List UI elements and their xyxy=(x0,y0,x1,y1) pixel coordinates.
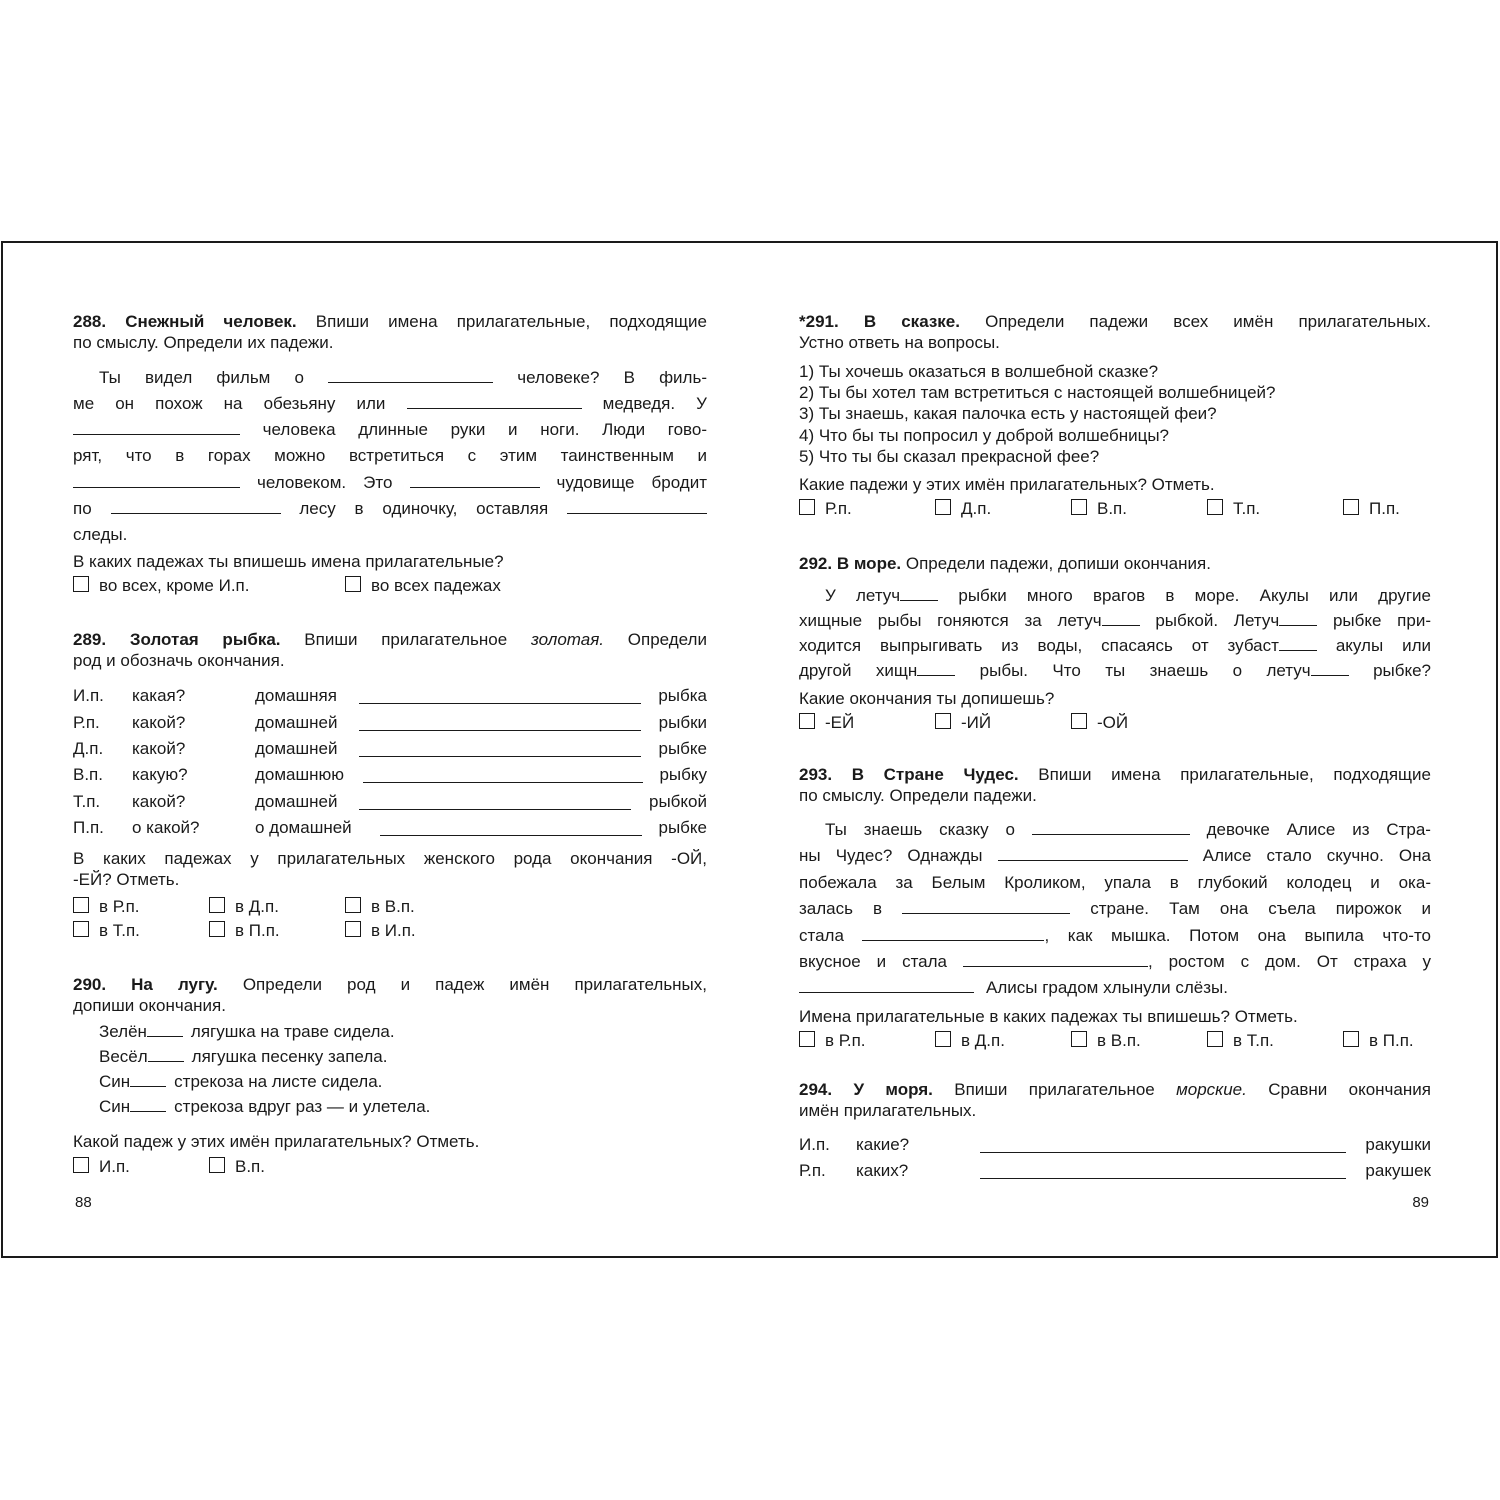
page-number: 89 xyxy=(1412,1194,1429,1211)
checkbox-option[interactable]: в Д.п. xyxy=(209,896,279,918)
answer-blank[interactable] xyxy=(328,367,493,383)
text-line: Алисы градом хлынули слёзы. xyxy=(799,977,1431,999)
instruction: род и обозначь окончания. xyxy=(73,651,285,670)
table-row xyxy=(73,712,707,734)
table-row xyxy=(799,1134,1431,1156)
checkbox[interactable] xyxy=(1071,713,1087,729)
checkbox[interactable] xyxy=(209,921,225,937)
checkbox[interactable] xyxy=(73,897,89,913)
checkbox-option[interactable]: П.п. xyxy=(1343,498,1400,520)
table-row xyxy=(799,1160,1431,1182)
question: Какие окончания ты допишешь? xyxy=(799,689,1055,708)
answer-blank[interactable] xyxy=(410,472,540,488)
workbook-spread xyxy=(1,241,1498,1258)
exercise-number: 292. xyxy=(799,554,833,573)
answer-blank[interactable] xyxy=(363,767,643,783)
checkbox[interactable] xyxy=(799,713,815,729)
exercise-292-heading: 292. В море. Определи падежи, допиши окончания. xyxy=(799,554,1211,573)
checkbox[interactable] xyxy=(345,921,361,937)
ending-blank[interactable] xyxy=(130,1071,166,1087)
table-row xyxy=(73,685,707,707)
checkbox-option[interactable]: в В.п. xyxy=(345,896,415,918)
checkbox-option[interactable]: в П.п. xyxy=(1343,1030,1414,1052)
case-question: какой? xyxy=(132,792,186,811)
case-label: П.п. xyxy=(73,818,104,837)
list-item: 1) Ты хочешь оказаться в волшебной сказке? xyxy=(799,362,1159,381)
text-line: ны Чудес? Однажды Алисе стало скучно. Она xyxy=(799,846,1431,865)
text-line: залась в стране. Там она съела пирожок и xyxy=(799,899,1431,918)
question: -ЕЙ? Отметь. xyxy=(73,870,180,889)
adjective: домашнюю xyxy=(255,765,345,784)
exercise-number: 293. xyxy=(799,765,833,784)
case-question: какой? xyxy=(132,713,186,732)
table-row xyxy=(73,791,707,813)
exercise-number: 289. xyxy=(73,630,107,649)
checkbox[interactable] xyxy=(935,1031,951,1047)
checkbox-option[interactable]: в Т.п. xyxy=(73,920,140,942)
answer-blank[interactable] xyxy=(407,393,582,409)
answer-blank[interactable] xyxy=(73,419,240,435)
checkbox[interactable] xyxy=(935,499,951,515)
text-line: стала , как мышка. Потом она выпила что-то xyxy=(799,926,1431,945)
answer-blank[interactable] xyxy=(359,741,641,757)
adjective: домашняя xyxy=(255,686,337,705)
answer-blank[interactable] xyxy=(359,715,641,731)
answer-blank[interactable] xyxy=(799,977,974,993)
case-question: какую? xyxy=(132,765,188,784)
checkbox-option[interactable]: в В.п. xyxy=(1071,1030,1141,1052)
answer-blank[interactable] xyxy=(998,845,1188,861)
case-question: какой? xyxy=(132,739,186,758)
answer-blank[interactable] xyxy=(980,1137,1346,1153)
exercise-number: *291. xyxy=(799,312,839,331)
list-item: 4) Что бы ты попросил у доброй волшебницы? xyxy=(799,426,1169,445)
exercise-294-heading: 294. У моря. Впиши прилагательное морские. Сравни окончания xyxy=(799,1080,1431,1099)
noun: рыбку xyxy=(659,765,707,784)
checkbox[interactable] xyxy=(73,1157,89,1173)
answer-blank[interactable] xyxy=(111,498,281,514)
case-label: В.п. xyxy=(73,765,103,784)
case-label: Р.п. xyxy=(799,1161,826,1180)
exercise-288-heading xyxy=(73,311,707,333)
text-line: Ты знаешь сказку о девочке Алисе из Стра- xyxy=(825,820,1431,839)
exercise-290-heading: 290. На лугу. Определи род и падеж имён прилагательных, xyxy=(73,975,708,994)
answer-blank[interactable] xyxy=(980,1163,1346,1179)
text-line: ме он похож на обезьяну или медведя. У xyxy=(73,394,707,413)
answer-blank[interactable] xyxy=(73,472,240,488)
ending-blank[interactable] xyxy=(148,1046,184,1062)
checkbox-option[interactable]: во всех, кроме И.п. xyxy=(73,575,249,597)
text-line: другой хищн рыбы. Что ты знаешь о летуч рыбке? xyxy=(799,661,1432,680)
exercise-title: На лугу. xyxy=(131,975,218,994)
ending-blank[interactable] xyxy=(130,1096,166,1112)
answer-blank[interactable] xyxy=(359,688,641,704)
noun: рыбки xyxy=(658,713,707,732)
checkbox-option[interactable]: Р.п. xyxy=(799,498,852,520)
right-page xyxy=(799,243,1431,1256)
ending-blank[interactable] xyxy=(917,660,955,676)
instruction: Устно ответь на вопросы. xyxy=(799,333,1000,352)
case-label: И.п. xyxy=(799,1135,830,1154)
question: В каких падежах ты впишешь имена прилагательные? xyxy=(73,552,504,571)
checkbox-option[interactable]: В.п. xyxy=(1071,498,1127,520)
poem-line: Син стрекоза на листе сидела. xyxy=(99,1072,383,1091)
poem-line: Весёл лягушка песенку запела. xyxy=(99,1047,388,1066)
checkbox-option[interactable]: И.п. xyxy=(73,1156,130,1178)
checkbox[interactable] xyxy=(1207,1031,1223,1047)
checkbox[interactable] xyxy=(345,576,361,592)
noun: рыбке xyxy=(658,739,707,758)
poem-line: Зелён лягушка на траве сидела. xyxy=(99,1022,395,1041)
table-row xyxy=(73,817,707,839)
exercise-title: У моря. xyxy=(853,1080,933,1099)
checkbox[interactable] xyxy=(73,576,89,592)
checkbox-option[interactable]: во всех падежах xyxy=(345,575,501,597)
left-page xyxy=(73,243,707,1256)
noun: рыбке xyxy=(658,818,707,837)
checkbox[interactable] xyxy=(73,921,89,937)
exercise-289-heading: 289. Золотая рыбка. Впиши прилагательное золотая. Определи xyxy=(73,630,707,649)
checkbox[interactable] xyxy=(1071,1031,1087,1047)
ending-blank[interactable] xyxy=(1279,610,1317,626)
checkbox-option[interactable]: Т.п. xyxy=(1207,498,1260,520)
ending-blank[interactable] xyxy=(1102,610,1140,626)
answer-blank[interactable] xyxy=(1032,819,1190,835)
answer-blank[interactable] xyxy=(862,925,1044,941)
ending-blank[interactable] xyxy=(900,585,938,601)
noun: рыбка xyxy=(658,686,707,705)
instruction: по смыслу. Определи падежи. xyxy=(799,786,1037,805)
ending-blank[interactable] xyxy=(147,1021,183,1037)
adjective: домашней xyxy=(255,739,338,758)
case-label: Т.п. xyxy=(73,792,101,811)
question: Какой падеж у этих имён прилагательных? Отметь. xyxy=(73,1132,480,1151)
checkbox[interactable] xyxy=(799,1031,815,1047)
exercise-title: В Стране Чудес. xyxy=(851,765,1019,784)
checkbox[interactable] xyxy=(1343,499,1359,515)
text-line: человеком. Это чудовище бродит xyxy=(73,472,707,494)
checkbox[interactable] xyxy=(935,713,951,729)
adjective: домашней xyxy=(255,792,338,811)
question: Какие падежи у этих имён прилагательных? Отметь. xyxy=(799,475,1215,494)
exercise-293-heading: 293. В Стране Чудес. Впиши имена прилагательные, подходящие xyxy=(799,765,1431,784)
text-line: ходится выпрыгивать из воды, спасаясь от зубаст акулы или xyxy=(799,636,1431,655)
checkbox-option[interactable]: в И.п. xyxy=(345,920,416,942)
answer-blank[interactable] xyxy=(963,951,1148,967)
checkbox-option[interactable]: в Р.п. xyxy=(799,1030,866,1052)
checkbox-option[interactable]: в Д.п. xyxy=(935,1030,1005,1052)
answer-blank[interactable] xyxy=(359,794,631,810)
text-line: следы. xyxy=(73,525,128,544)
text-line: человека длинные руки и ноги. Люди гово- xyxy=(73,419,707,441)
checkbox[interactable] xyxy=(1343,1031,1359,1047)
ending-blank[interactable] xyxy=(1311,660,1349,676)
exercise-title: В море. xyxy=(836,554,902,573)
checkbox[interactable] xyxy=(209,1157,225,1173)
poem-line: Син стрекоза вдруг раз — и улетела. xyxy=(99,1097,431,1116)
case-label: Д.п. xyxy=(73,739,104,758)
ending-blank[interactable] xyxy=(1279,635,1317,651)
list-item: 3) Ты знаешь, какая палочка есть у настоящей феи? xyxy=(799,404,1217,423)
answer-blank[interactable] xyxy=(567,498,707,514)
list-item: 2) Ты бы хотел там встретиться с настоящей волшебницей? xyxy=(799,383,1276,402)
list-item: 5) Что ты бы сказал прекрасной фее? xyxy=(799,447,1100,466)
table-row xyxy=(73,764,707,786)
exercise-number: 294. xyxy=(799,1080,833,1099)
case-label: Р.п. xyxy=(73,713,100,732)
text-line: рят, что в горах можно встретиться с этим таинственным и xyxy=(73,446,707,465)
text-line: по лесу в одиночку, оставляя xyxy=(73,498,707,520)
page-number: 88 xyxy=(75,1194,92,1211)
question: Имена прилагательные в каких падежах ты впишешь? Отметь. xyxy=(799,1007,1298,1026)
checkbox[interactable] xyxy=(799,499,815,515)
checkbox-option[interactable]: в Т.п. xyxy=(1207,1030,1274,1052)
text-line: хищные рыбы гоняются за летуч рыбкой. Летуч рыбке при- xyxy=(799,611,1431,630)
text-line: вкусное и стала , ростом с дом. От страха у xyxy=(799,952,1432,971)
checkbox[interactable] xyxy=(345,897,361,913)
text-line: побежала за Белым Кроликом, упала в глубокий колодец и ока- xyxy=(799,873,1431,892)
checkbox[interactable] xyxy=(209,897,225,913)
checkbox-option[interactable]: -ЕЙ xyxy=(799,712,854,734)
noun: ракушек xyxy=(1365,1161,1431,1180)
instruction: имён прилагательных. xyxy=(799,1101,977,1120)
case-question: какие? xyxy=(856,1135,910,1154)
answer-blank[interactable] xyxy=(902,898,1070,914)
checkbox-option[interactable]: -ИЙ xyxy=(935,712,991,734)
table-row xyxy=(73,738,707,760)
instruction: Впиши имена прилагательные, подходящие xyxy=(315,312,707,331)
checkbox-option[interactable]: в П.п. xyxy=(209,920,280,942)
exercise-number: 288. xyxy=(73,312,107,331)
case-question: какая? xyxy=(132,686,186,705)
answer-blank[interactable] xyxy=(380,820,642,836)
instruction: по смыслу. Определи их падежи. xyxy=(73,333,334,352)
checkbox[interactable] xyxy=(1071,499,1087,515)
exercise-title: Снежный человек. xyxy=(125,312,297,331)
checkbox-option[interactable]: Д.п. xyxy=(935,498,991,520)
exercise-291-heading: *291. В сказке. Определи падежи всех имён прилагательных. xyxy=(799,312,1431,331)
checkbox[interactable] xyxy=(1207,499,1223,515)
exercise-title: Золотая рыбка. xyxy=(129,630,281,649)
case-question: о какой? xyxy=(132,818,200,837)
adjective: о домашней xyxy=(255,818,352,837)
instruction: допиши окончания. xyxy=(73,996,226,1015)
checkbox-option[interactable]: В.п. xyxy=(209,1156,265,1178)
case-label: И.п. xyxy=(73,686,104,705)
text-line: У летуч рыбки много врагов в море. Акулы или другие xyxy=(825,586,1431,605)
checkbox-option[interactable]: в Р.п. xyxy=(73,896,140,918)
noun: рыбкой xyxy=(649,792,707,811)
question: В каких падежах у прилагательных женского рода окончания -ОЙ, xyxy=(73,849,707,868)
noun: ракушки xyxy=(1365,1135,1431,1154)
adjective: домашней xyxy=(255,713,338,732)
text-line: Ты видел фильм о человеке? В филь- xyxy=(99,368,707,387)
case-question: каких? xyxy=(856,1161,909,1180)
checkbox-option[interactable]: -ОЙ xyxy=(1071,712,1128,734)
exercise-title: В сказке. xyxy=(863,312,960,331)
exercise-number: 290. xyxy=(73,975,107,994)
